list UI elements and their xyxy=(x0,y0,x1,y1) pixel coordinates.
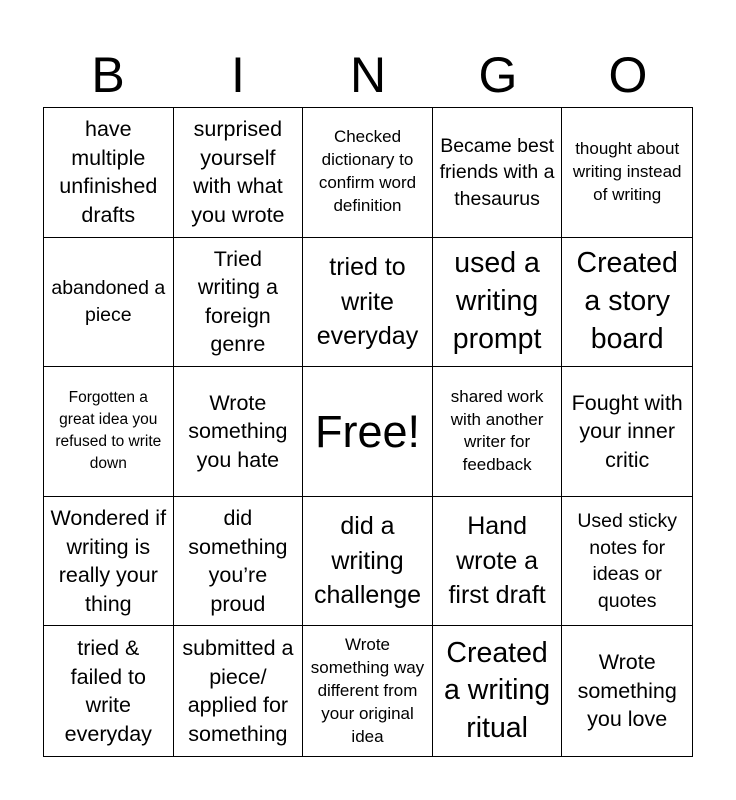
cell-text: Wrote something way different from your original idea xyxy=(310,634,425,746)
bingo-cell[interactable] xyxy=(562,367,692,497)
bingo-cell[interactable] xyxy=(174,497,304,627)
free-space-text: Free! xyxy=(314,405,420,457)
cell-text: Fought with your inner critic xyxy=(571,390,683,472)
cell-text: Checked dictionary to confirm word definition xyxy=(318,127,417,216)
bingo-header xyxy=(43,44,693,106)
bingo-cell[interactable] xyxy=(303,108,433,238)
cell-text: tried & failed to write everyday xyxy=(64,636,152,746)
cell-text: Tried writing a foreign genre xyxy=(197,246,278,357)
bingo-cell[interactable] xyxy=(433,497,563,627)
bingo-cell[interactable] xyxy=(303,626,433,756)
bingo-cell[interactable] xyxy=(44,626,174,756)
bingo-cell[interactable] xyxy=(44,497,174,627)
bingo-cell[interactable] xyxy=(433,367,563,497)
cell-text: surprised yourself with what you wrote xyxy=(191,117,285,227)
bingo-cell[interactable] xyxy=(303,238,433,368)
header-letter-b: B xyxy=(91,47,125,103)
cell-text: tried to write everyday xyxy=(316,253,419,351)
cell-text: Wondered if writing is really your thing xyxy=(50,505,167,616)
cell-text: Hand wrote a first draft xyxy=(448,512,546,610)
cell-text: abandoned a piece xyxy=(51,277,166,326)
bingo-cell[interactable] xyxy=(174,108,304,238)
bingo-card-grid xyxy=(43,107,693,757)
cell-text: Wrote something you love xyxy=(577,650,677,732)
header-letter-o: O xyxy=(608,47,648,103)
cell-text: have multiple unfinished drafts xyxy=(59,117,158,227)
cell-text: Became best friends with a thesaurus xyxy=(439,134,555,210)
bingo-cell[interactable] xyxy=(562,238,692,368)
bingo-cell[interactable] xyxy=(433,108,563,238)
bingo-cell[interactable] xyxy=(174,367,304,497)
header-letter-n: N xyxy=(349,47,387,103)
cell-text: did a writing challenge xyxy=(313,512,421,610)
bingo-cell[interactable] xyxy=(562,497,692,627)
bingo-cell[interactable] xyxy=(433,626,563,756)
bingo-cell[interactable] xyxy=(44,367,174,497)
bingo-cell[interactable] xyxy=(562,626,692,756)
cell-text: submitted a piece/ applied for something xyxy=(182,636,294,746)
bingo-cell[interactable] xyxy=(303,497,433,627)
free-space-cell[interactable] xyxy=(303,367,433,497)
header-letter-g: G xyxy=(478,47,518,103)
cell-text: thought about writing instead of writing xyxy=(572,138,682,204)
bingo-cell[interactable] xyxy=(174,626,304,756)
bingo-cell[interactable] xyxy=(433,238,563,368)
cell-text: shared work with another writer for feedback xyxy=(450,386,544,475)
cell-text: Created a story board xyxy=(576,247,678,355)
cell-text: did something you’re proud xyxy=(188,505,288,616)
bingo-cell[interactable] xyxy=(562,108,692,238)
cell-text: used a writing prompt xyxy=(452,247,542,355)
cell-text: Wrote something you hate xyxy=(188,390,288,472)
bingo-cell[interactable] xyxy=(174,238,304,368)
header-letter-i: I xyxy=(231,47,245,103)
cell-text: Forgotten a great idea you refused to write down xyxy=(55,389,162,473)
cell-text: Used sticky notes for ideas or quotes xyxy=(577,510,678,612)
bingo-cell[interactable] xyxy=(44,108,174,238)
cell-text: Created a writing ritual xyxy=(444,636,551,744)
bingo-cell[interactable] xyxy=(44,238,174,368)
